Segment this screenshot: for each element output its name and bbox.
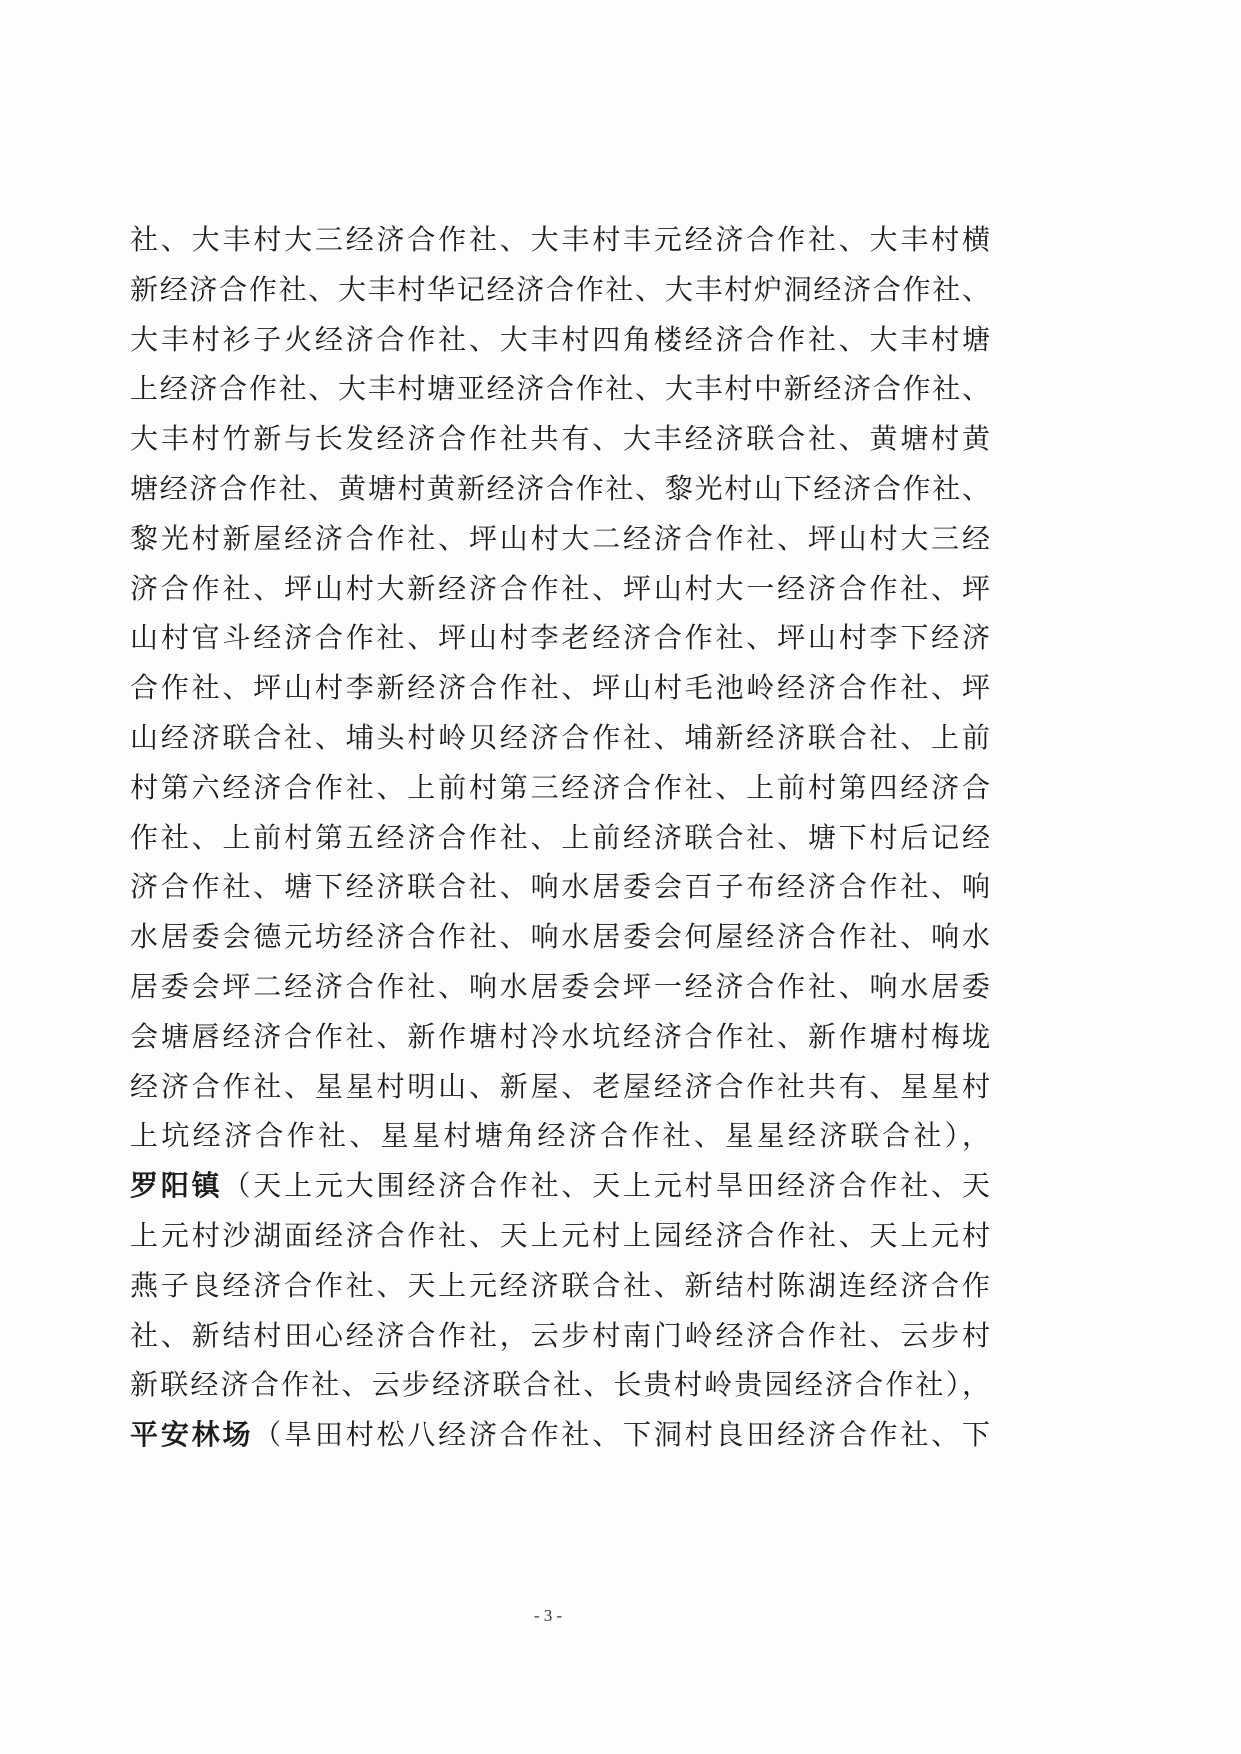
- town-heading-pingan: 平安林场: [130, 1418, 254, 1452]
- line-text: 大丰村竹新与长发经济合作社共有、大丰经济联合社、黄塘村黄: [130, 422, 990, 456]
- page-number: - 3 -: [533, 1606, 563, 1625]
- line-text: 上元村沙湖面经济合作社、天上元村上园经济合作社、天上元村: [130, 1218, 990, 1252]
- line-text: 作社、上前村第五经济合作社、上前经济联合社、塘下村后记经: [130, 820, 990, 854]
- line-text: 燕子良经济合作社、天上元经济联合社、新结村陈湖连经济合作: [130, 1268, 990, 1302]
- line-text: 经济合作社、星星村明山、新屋、老屋经济合作社共有、星星村: [130, 1069, 990, 1103]
- line-text: 济合作社、坪山村大新经济合作社、坪山村大一经济合作社、坪: [130, 571, 990, 605]
- line-text: 新经济合作社、大丰村华记经济合作社、大丰村炉洞经济合作社、: [130, 272, 990, 306]
- line-text: 合作社、坪山村李新经济合作社、坪山村毛池岭经济合作社、坪: [130, 671, 990, 705]
- line-text: 新联经济合作社、云步经济联合社、长贵村岭贵园经济合作社），: [130, 1368, 990, 1402]
- text-line: [130, 663, 990, 713]
- text-line: [130, 514, 990, 564]
- line-text: 上坑经济合作社、星星村塘角经济合作社、星星经济联合社），: [130, 1119, 990, 1153]
- line-text: 会塘唇经济合作社、新作塘村冷水坑经济合作社、新作塘村梅垅: [130, 1019, 990, 1053]
- text-line: [130, 962, 990, 1012]
- line-text: 济合作社、塘下经济联合社、响水居委会百子布经济合作社、响: [130, 870, 990, 904]
- text-line: [130, 564, 990, 614]
- town-heading-luoyang: 罗阳镇: [130, 1169, 223, 1203]
- line-text: （旱田村松八经济合作社、下洞村良田经济合作社、下: [253, 1418, 990, 1452]
- text-line: [130, 862, 990, 912]
- line-text: 社、大丰村大三经济合作社、大丰村丰元经济合作社、大丰村横: [130, 223, 990, 256]
- line-text: 黎光村新屋经济合作社、坪山村大二经济合作社、坪山村大三经: [130, 521, 990, 555]
- text-line: [130, 1062, 990, 1112]
- line-text: 居委会坪二经济合作社、响水居委会坪一经济合作社、响水居委: [130, 969, 990, 1003]
- text-line: [130, 1211, 990, 1261]
- line-text: 水居委会德元坊经济合作社、响水居委会何屋经济合作社、响水: [130, 920, 990, 954]
- line-text: 山经济联合社、埔头村岭贝经济合作社、埔新经济联合社、上前: [130, 720, 990, 754]
- text-line: [130, 763, 990, 813]
- line-text: 村第六经济合作社、上前村第三经济合作社、上前村第四经济合: [130, 770, 990, 804]
- text-line: [130, 265, 990, 315]
- text-line: [130, 1261, 990, 1311]
- text-line: [130, 1161, 990, 1211]
- text-line: [130, 1012, 990, 1062]
- text-line: [130, 813, 990, 863]
- text-line: [130, 1311, 990, 1361]
- text-line: [130, 315, 990, 365]
- line-text: 山村官斗经济合作社、坪山村李老经济合作社、坪山村李下经济: [130, 621, 990, 655]
- text-line: [130, 464, 990, 514]
- text-line: [130, 1360, 990, 1410]
- line-text: 社、新结村田心经济合作社，云步村南门岭经济合作社、云步村: [130, 1318, 990, 1352]
- text-line: [130, 1410, 990, 1460]
- text-line: [130, 1111, 990, 1161]
- text-line: [130, 414, 990, 464]
- line-text: 上经济合作社、大丰村塘亚经济合作社、大丰村中新经济合作社、: [130, 372, 990, 406]
- text-line: [130, 613, 990, 663]
- line-text: 塘经济合作社、黄塘村黄新经济合作社、黎光村山下经济合作社、: [130, 471, 990, 505]
- line-text: 大丰村衫子火经济合作社、大丰村四角楼经济合作社、大丰村塘: [130, 322, 990, 356]
- line-text: （天上元大围经济合作社、天上元村旱田经济合作社、天: [222, 1169, 990, 1203]
- body-text: [130, 215, 990, 1460]
- text-line: [130, 364, 990, 414]
- text-line: [130, 912, 990, 962]
- text-line: [130, 713, 990, 763]
- text-line: [130, 215, 990, 265]
